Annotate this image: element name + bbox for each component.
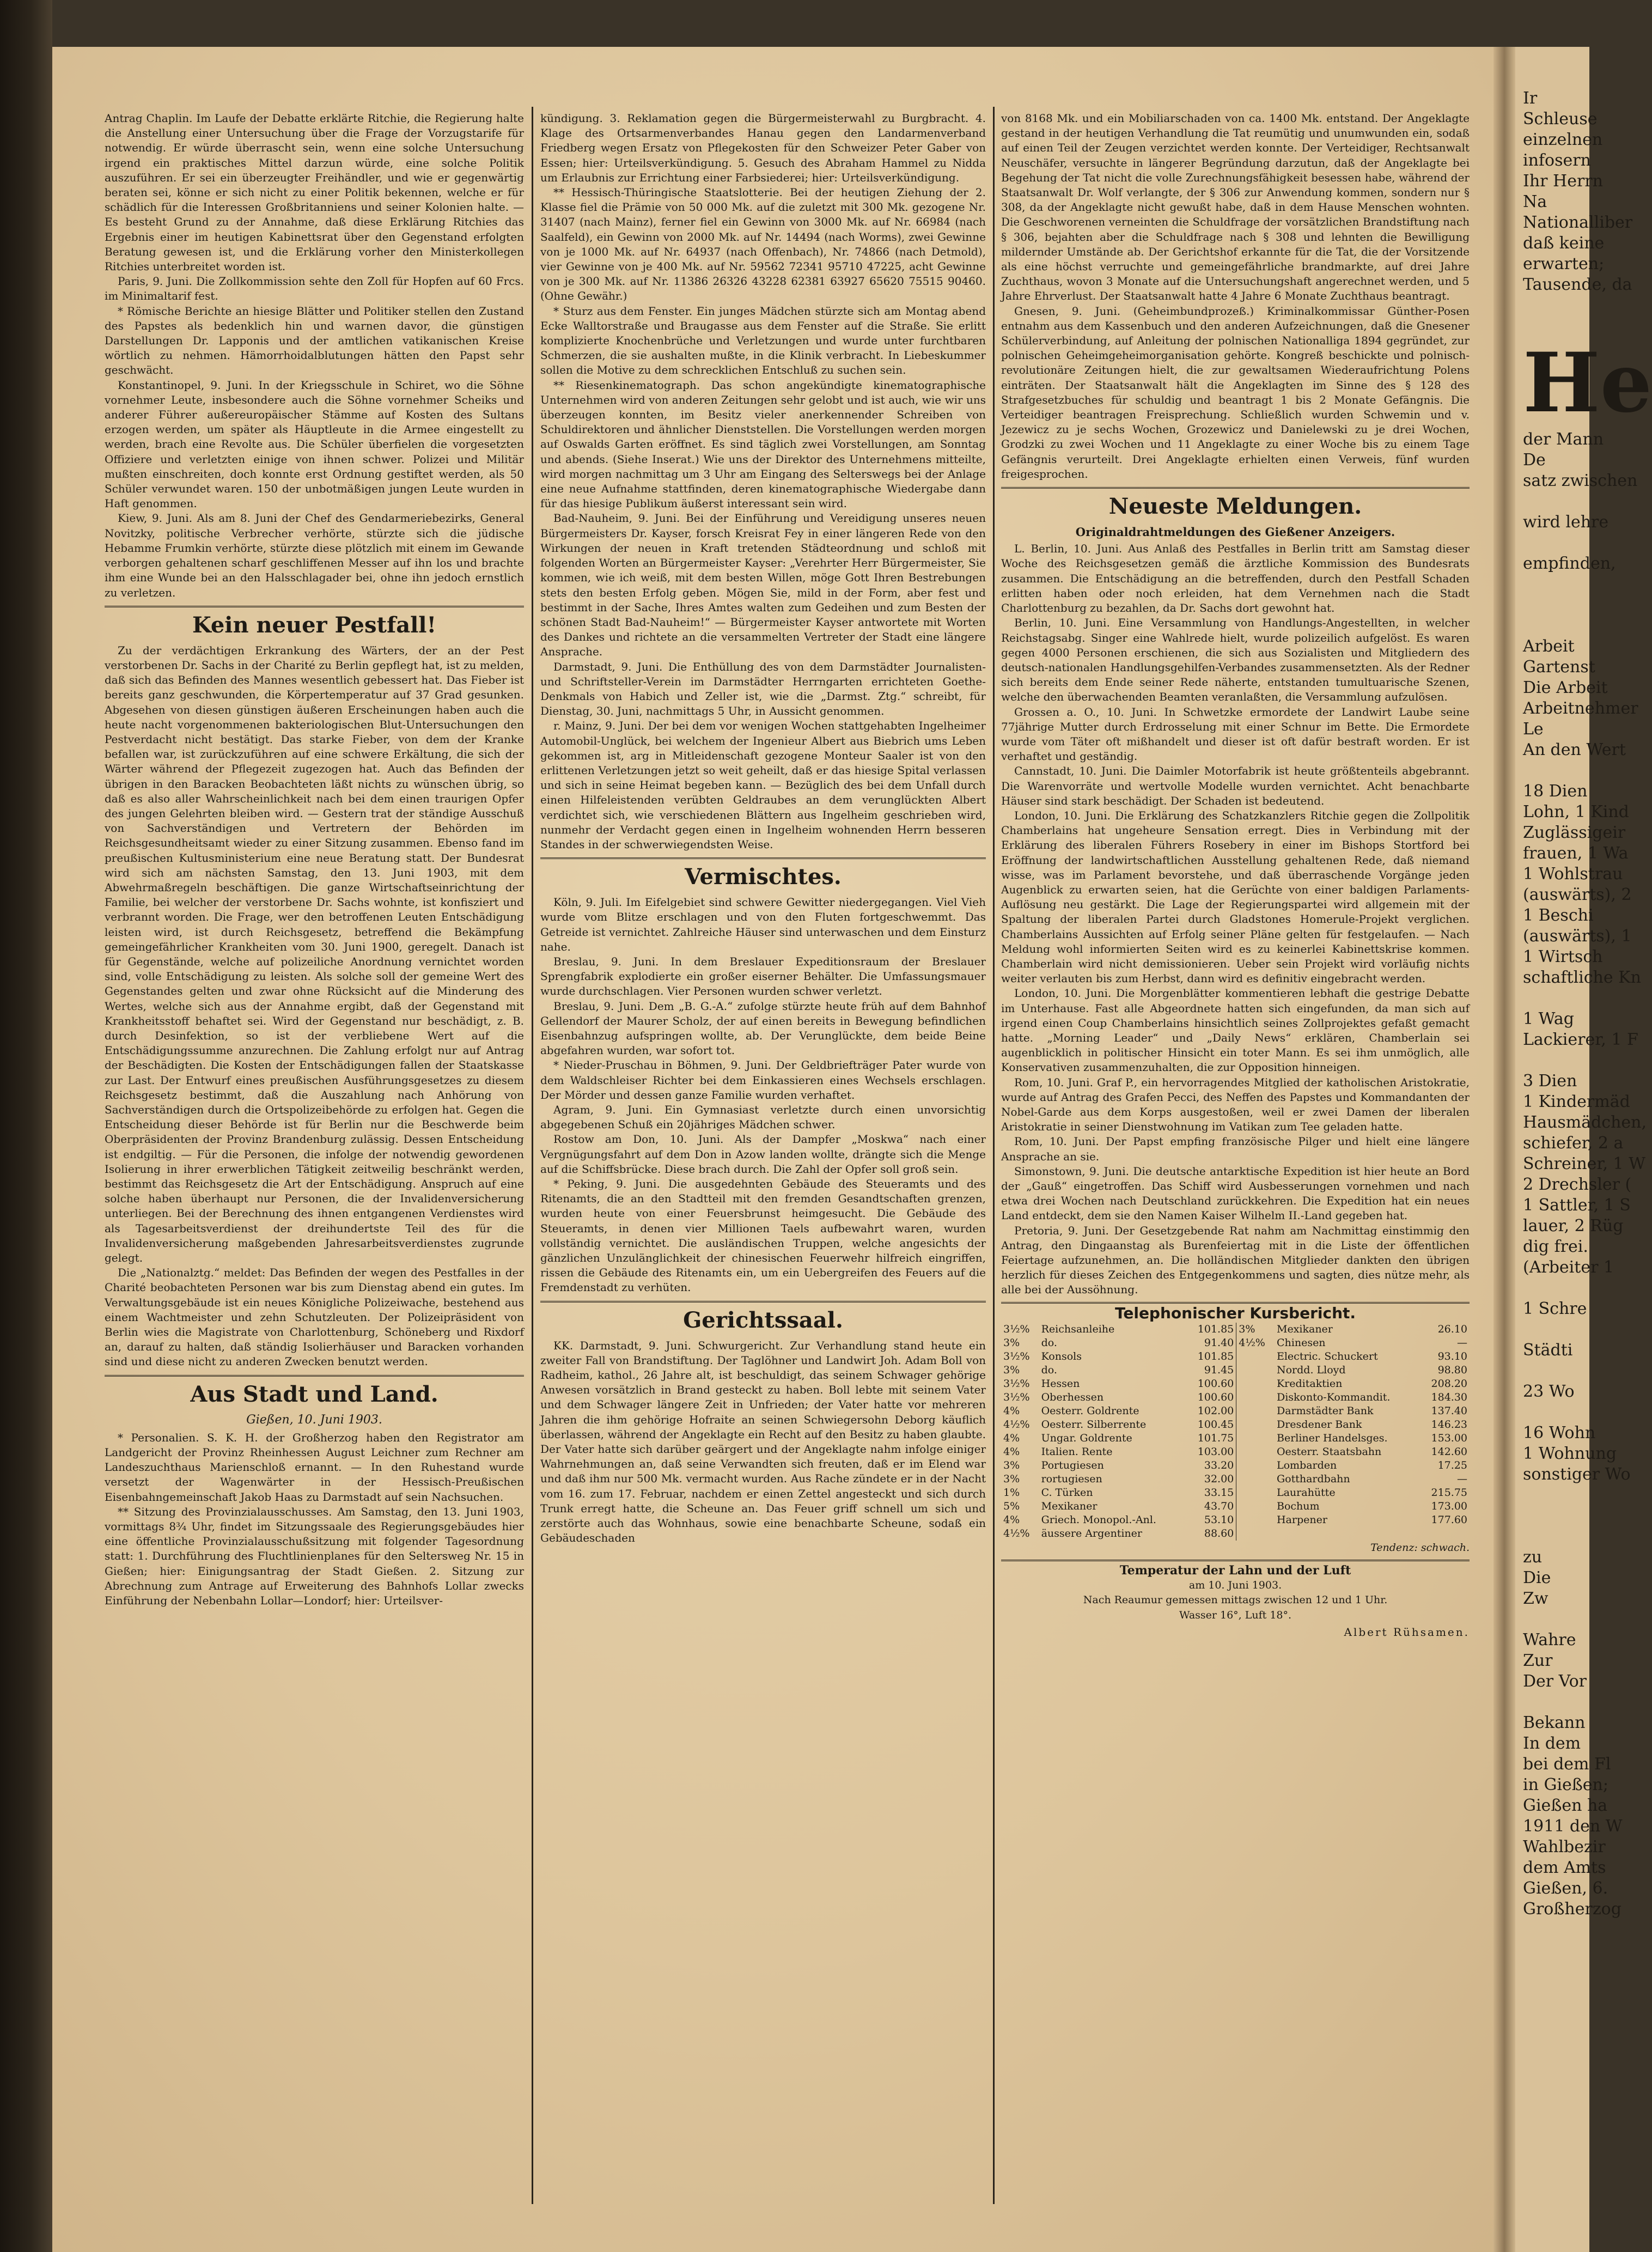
stock-row bbox=[1001, 1418, 1470, 1432]
stock-value: 101.85 bbox=[1197, 1323, 1234, 1335]
stock-row bbox=[1001, 1391, 1470, 1404]
stock-value: 102.00 bbox=[1197, 1404, 1234, 1417]
temperature-values: Wasser 16°, Luft 18°. bbox=[1179, 1609, 1292, 1621]
section-heading: Aus Stadt und Land. bbox=[105, 1375, 524, 1409]
stock-value: 33.15 bbox=[1204, 1486, 1234, 1499]
facing-page-line: Zuglässigeir bbox=[1523, 823, 1626, 842]
article-text: kündigung. 3. Reklamation gegen die Bürgermeisterwahl zu Burgbracht. 4. Klage des Ortsarmenverbandes Hanau gegen den Landarmenverband Friedberg wegen Ersatz von Pflegekosten für den Schweizer Peter Gaber von Essen; hier: Urteilsverkündigung. 5. Gesuch des Abraham Hammel zu Nidda um Erlaubnis zur Errichtung einer Farbsiederei; hier: Urteilsverkündigung. bbox=[540, 112, 986, 184]
stock-rate bbox=[1236, 1432, 1275, 1445]
article-text: * Sturz aus dem Fenster. Ein junges Mädchen stürzte sich am Montag abend Ecke Walltorstraße und Braugasse aus dem Fenster auf die Straße. Sie erlitt komplizierte Knochenbrüche und Verletzungen und wurde unter furchtbaren Schmerzen, die sie aushalten mußte, in die Klinik verbracht. In Liebeskummer sollen die Motive zu dem schrecklichen Entschluß zu suchen sein. bbox=[540, 304, 986, 377]
stock-value: 26.10 bbox=[1437, 1323, 1467, 1335]
article-text: * Römische Berichte an hiesige Blätter und Politiker stellen den Zustand des Papstes als bedenklich hin und warnen davor, die günstigen Darstellungen Dr. Lapponis und der amtlichen vatikanischen Kreise wörtlich zu nehmen. Hämorrhoidalblutungen hätten den Papst sehr geschwächt. bbox=[105, 304, 524, 377]
facing-page-line: infosern bbox=[1523, 151, 1591, 170]
column-2 bbox=[540, 111, 986, 2225]
facing-page-line: schaftliche Kn bbox=[1523, 968, 1641, 987]
stock-report-table bbox=[1001, 1323, 1470, 1541]
signature: Albert Rühsamen. bbox=[1344, 1625, 1470, 1639]
facing-page-line: Lackierer, 1 F bbox=[1523, 1030, 1638, 1049]
article-text: von 8168 Mk. und ein Mobiliarschaden von ca. 1400 Mk. entstand. Der Angeklagte gestand in der heutigen Verhandlung die Tat reumütig und unumwunden ein, sodaß auf einen Teil der Zeugen verzichtet werden konnte. Der Verteidiger, Rechtsanwalt Neuschäfer, versuchte in längerer Begründung darzutun, daß der Angeklagte bei Begehung der Tat nicht die volle Zurechnungsfähigkeit besessen habe, während der Staatsanwalt Dr. Wolf verlangte, der § 306 zur Anwendung kommen, sondern nur § 308, da der Angeklagte nicht gewußt habe, daß in dem Hause Menschen wohnten. Die Geschworenen verneinten die Schuldfrage der vorsätzlichen Brandstiftung nach § 306, bejahten aber die Schuldfrage nach § 308 und lehnten die Bewilligung mildernder Umstände ab. Der Gerichtshof erkannte für die Tat, die der Vorsitzende als eine höchst verruchte und gemeingefährliche brandmarkte, auf drei Jahre Zuchthaus, wovon 3 Monate auf die Untersuchungshaft angerechnet werden, und 5 Jahre Ehrverlust. Der Staatsanwalt hatte 4 Jahre 6 Monate Zuchthaus beantragt. bbox=[1001, 112, 1470, 303]
stock-rate bbox=[1236, 1364, 1275, 1377]
facing-page-line: Zur bbox=[1523, 1651, 1553, 1670]
stock-row bbox=[1001, 1513, 1470, 1527]
stock-value: 184.30 bbox=[1431, 1391, 1467, 1403]
facing-page-line: Tausende, da bbox=[1523, 275, 1632, 294]
facing-page-line: 2 Drechsler ( bbox=[1523, 1175, 1632, 1194]
facing-page-line: Arbeit bbox=[1523, 637, 1575, 656]
section-heading: Vermischtes. bbox=[540, 857, 986, 892]
stock-value: 33.20 bbox=[1204, 1459, 1234, 1471]
facing-page-line: Städti bbox=[1523, 1341, 1573, 1360]
stock-rate: 5% bbox=[1003, 1500, 1020, 1512]
article-text: Paris, 9. Juni. Die Zollkommission sehte den Zoll für Hopfen auf 60 Frcs. im Minimaltarif fest. bbox=[105, 275, 524, 303]
facing-page-line bbox=[1515, 760, 1589, 781]
book-gutter bbox=[1493, 47, 1515, 2252]
stock-rate: 3% bbox=[1003, 1336, 1020, 1349]
article-text: * Nieder-Pruschau in Böhmen, 9. Juni. Der Geldbriefträger Pater wurde von dem Waldschleiser Richter bei dem Einkassieren eines Wechsels erschlagen. Der Mörder und dessen ganze Familie wurden verhaftet. bbox=[540, 1058, 986, 1101]
facing-page-line: lauer, 2 Rüg bbox=[1523, 1216, 1624, 1235]
facing-page-line: De bbox=[1523, 451, 1546, 470]
facing-page-line: 1911 den W bbox=[1523, 1817, 1623, 1836]
stock-value: 137.40 bbox=[1431, 1404, 1467, 1417]
stock-row bbox=[1001, 1459, 1470, 1472]
article-text: London, 10. Juni. Die Morgenblätter kommentieren lebhaft die gestrige Debatte im Unterhause. Fast alle Abgeordnete hatten sich eingefunden, da man sich auf irgend einen Coup Chamberlains hinsichtlich seines Zollprojektes gefaßt gemacht hatte. „Morning Leader“ und „Daily News“ erklären, Chamberlain sei augenblicklich in politischer Hinsicht ein toter Mann. Es sei ihm unmöglich, alle Konservativen zusammenzuhalten, die zur Opposition hinneigen. bbox=[1001, 987, 1470, 1074]
article-text: Darmstadt, 9. Juni. Die Enthüllung des von dem Darmstädter Journalisten- und Schriftsteller-Verein im Darmstädter Herrngarten errichteten Goethe-Denkmals von Habich und Zeller ist, wie die „Darmst. Ztg.“ schreibt, für Dienstag, 30. Juni, nachmittags 5 Uhr, in Aussicht genommen. bbox=[540, 660, 986, 718]
article-text: Konstantinopel, 9. Juni. In der Kriegsschule in Schiret, wo die Söhne vornehmer Leute, insbesondere auch die Söhne vornehmer Scheiks und anderer Führer außereuropäischer Stämme auf Kosten des Sultans erzogen werden, um später als Häuptleute in die Armee eingestellt zu werden, brach eine Revolte aus. Die Schüler überfielen die vorgesetzten Offiziere und verletzten einige von ihnen schwer. Polizei und Militär mußten einschreiten, doch konnte erst Ordnung gestiftet werden, als 50 Schüler verwundet waren. 150 der unbotmäßigen jungen Leute wurden in Haft genommen. bbox=[105, 378, 524, 510]
facing-page-fragment bbox=[1515, 47, 1652, 2252]
stock-name: Darmstädter Bank bbox=[1276, 1404, 1374, 1417]
stock-row bbox=[1001, 1472, 1470, 1486]
facing-page-line bbox=[1515, 1278, 1589, 1299]
stock-rate: 4½% bbox=[1003, 1418, 1030, 1431]
column-3 bbox=[1001, 111, 1470, 2225]
facing-page-line: 16 Wohn bbox=[1523, 1423, 1596, 1443]
facing-page-line bbox=[1515, 47, 1589, 68]
facing-page-line bbox=[1515, 316, 1589, 337]
stock-rate bbox=[1236, 1472, 1275, 1486]
stock-value: 17.25 bbox=[1437, 1459, 1467, 1471]
stock-rate bbox=[1236, 1500, 1275, 1513]
stock-rate bbox=[1236, 1404, 1275, 1418]
facing-page-line: frauen, 1 Wa bbox=[1523, 844, 1629, 863]
stock-rate: 3½% bbox=[1003, 1350, 1030, 1362]
article-text: Rom, 10. Juni. Der Papst empfing französische Pilger und hielt eine längere Ansprache an sie. bbox=[1001, 1135, 1470, 1163]
stock-rate: 3% bbox=[1003, 1472, 1020, 1485]
article-text: Berlin, 10. Juni. Eine Versammlung von Handlungs-Angestellten, in welcher Reichstagsabg. Singer eine Wahlrede hielt, wurde polizeilich aufgelöst. Es waren gegen 4000 Personen erschienen, die sich aus Sozialisten und Mitgliedern des deutsch-nationalen Handlungsgehilfen-Verbandes zusammensetzten. Als der Redner sich bereits dem Ende seiner Rede näherte, entstanden tumultuarische Szenen, welche den überwachenden Beamten veranlaßten, die Versammlung aufzulösen. bbox=[1001, 616, 1470, 704]
temperature-method: Nach Reaumur gemessen mittags zwischen 12 und 1 Uhr. bbox=[1083, 1594, 1388, 1606]
article-text: Gnesen, 9. Juni. (Geheimbundprozeß.) Kriminalkommissar Günther-Posen entnahm aus dem Kassenbuch und den anderen Aufzeichnungen, daß die Gnesener Schülerverbindung, auf Anleitung der polnischen Nationalliga 1894 gegründet, zur polnischen Geheimgeheimorganisation gehörte. Kongreß beschickte und polnisch-revolutionäre Zeitungen hielt, die zur gewaltsamen Wiederaufrichtung Polens einträten. Der Staatsanwalt hält die Angeklagten im Sinne des § 128 des Strafgesetzbuches für schuldig und beantragt 1 bis 2 Monate Gefängnis. Die Verteidiger beantragen Freisprechung. Schließlich wurden Schwemin und v. Jezewicz zu je sechs Wochen, Grozewicz und Danielewski zu je drei Wochen, Grodzki zu zwei Wochen und 11 Angeklagte zu einer Woche bis zu einem Tage Gefängnis verurteilt. Drei Angeklagte erhielten einen Verweis, fünf wurden freigesprochen. bbox=[1001, 304, 1470, 480]
stock-name: Laurahütte bbox=[1276, 1486, 1336, 1499]
stock-value: — bbox=[1457, 1472, 1467, 1485]
stock-name: Oesterr. Goldrente bbox=[1041, 1404, 1139, 1417]
stock-name: Harpener bbox=[1276, 1513, 1327, 1526]
facing-page-line: Le bbox=[1523, 720, 1544, 739]
stock-name: Kreditaktien bbox=[1276, 1377, 1343, 1390]
facing-page-line: Zw bbox=[1523, 1589, 1549, 1608]
facing-page-line bbox=[1515, 1485, 1589, 1506]
facing-page-line: An den Wert bbox=[1523, 740, 1626, 759]
stock-rate bbox=[1236, 1527, 1275, 1541]
stock-value bbox=[1419, 1527, 1470, 1541]
facing-page-line: (auswärts), 2 bbox=[1523, 885, 1632, 904]
facing-page-line bbox=[1515, 1609, 1589, 1630]
newspaper-page bbox=[52, 47, 1652, 2252]
facing-page-line bbox=[1515, 491, 1589, 512]
article-text: Rom, 10. Juni. Graf P., ein hervorragendes Mitglied der katholischen Aristokratie, wurde auf Antrag des Grafen Pecci, des Neffen des Papstes und Kommandanten der Nobel-Garde aus dem Korps ausgestoßen, weil er zwei Damen der liberalen Aristokratie in seiner Dienstwohnung im Vatikan zum Tee geladen hatte. bbox=[1001, 1075, 1470, 1134]
facing-page-line: 1 Wohnung bbox=[1523, 1444, 1617, 1463]
facing-page-line: Na bbox=[1523, 192, 1547, 211]
stock-rate: 3½% bbox=[1003, 1391, 1030, 1403]
stock-row bbox=[1001, 1336, 1470, 1350]
stock-row bbox=[1001, 1350, 1470, 1364]
facing-page-line: 3 Dien bbox=[1523, 1072, 1577, 1091]
facing-page-line: 1 Wohlstrau bbox=[1523, 865, 1623, 884]
stock-row bbox=[1001, 1377, 1470, 1391]
stock-name: Hessen bbox=[1041, 1377, 1080, 1390]
facing-page-line: Nationalliber bbox=[1523, 213, 1633, 232]
facing-page-line: in Gießen; bbox=[1523, 1775, 1608, 1794]
facing-page-line bbox=[1515, 1050, 1589, 1071]
stock-row bbox=[1001, 1486, 1470, 1500]
stock-rate: 4½% bbox=[1003, 1527, 1030, 1539]
article-text: Agram, 9. Juni. Ein Gymnasiast verletzte durch einen unvorsichtig abgegebenen Schuß ein 20jähriges Mädchen schwer. bbox=[540, 1103, 986, 1131]
facing-page-line: zu bbox=[1523, 1548, 1543, 1567]
facing-page-line: erwarten; bbox=[1523, 254, 1605, 273]
stock-rate: 4½% bbox=[1236, 1336, 1275, 1350]
stock-value: 43.70 bbox=[1204, 1500, 1234, 1512]
stock-row bbox=[1001, 1404, 1470, 1418]
facing-page-line: Schreiner, 1 W bbox=[1523, 1154, 1646, 1173]
stock-name: Dresdener Bank bbox=[1276, 1418, 1362, 1431]
stock-row bbox=[1001, 1364, 1470, 1377]
stock-value: 101.85 bbox=[1197, 1350, 1234, 1362]
stock-name: Griech. Monopol.-Anl. bbox=[1041, 1513, 1156, 1526]
stock-value: 100.60 bbox=[1197, 1391, 1234, 1403]
facing-page-line bbox=[1515, 1506, 1589, 1526]
facing-page-line: In dem bbox=[1523, 1734, 1581, 1753]
stock-name: Mexikaner bbox=[1276, 1323, 1333, 1335]
column-rule-1 bbox=[532, 107, 533, 2204]
stock-name: Oberhessen bbox=[1041, 1391, 1104, 1403]
stock-rate: 4% bbox=[1003, 1445, 1020, 1458]
facing-page-line: bei dem Fl bbox=[1523, 1755, 1611, 1774]
stock-value: 88.60 bbox=[1204, 1527, 1234, 1539]
temperature-title: Temperatur der Lahn und der Luft bbox=[1001, 1560, 1470, 1578]
article-text: Bad-Nauheim, 9. Juni. Bei der Einführung und Vereidigung unseres neuen Bürgermeisters Dr. Kayser, forsch Kreisrat Fey in einer längeren Rede von den Wirkungen der neuen in Kraft tretenden Städteordnung und schloß mit folgenden Worten an Bürgermeister Kayser: „Verehrter Herr Bürgermeister, Sie kommen, wie ich weiß, mit dem besten Willen, möge Gott Ihren Bestrebungen stets den besten Erfolg geben. Mögen Sie, mild in der Form, aber fest und bestimmt in der Sache, Ihres Amtes walten zum Gedeihen und zum Besten der schönen Stadt Bad-Nauheim!“ — Bürgermeister Kayser antwortete mit Worten des Dankes und richtete an die versammelten Vertreter der Stadt eine längere Ansprache. bbox=[540, 512, 986, 659]
stock-row bbox=[1001, 1323, 1470, 1336]
stock-name: Gotthardbahn bbox=[1276, 1472, 1350, 1485]
stock-row bbox=[1001, 1527, 1470, 1541]
facing-page-line: daß keine bbox=[1523, 234, 1605, 253]
article-text: KK. Darmstadt, 9. Juni. Schwurgericht. Zur Verhandlung stand heute ein zweiter Fall von Brandstiftung. Der Taglöhner und Landwirt Joh. Adam Boll von Radheim, kathol., 26 Jahre alt, ist beschuldigt, das seinem Schwager gehörige Anwesen vorsätzlich in Brand gesteckt zu haben. Boll lebte mit seinem Vater und dem Schwager längere Zeit in Unfrieden; der Vater hatte vor mehreren Jahren die ihm gehörige Hofraite an seinen Schwiegersohn Deborg käuflich überlassen, während der Angeklagte ein Recht auf den Besitz zu haben glaubte. Der Vater hatte sich darüber geärgert und der Angeklagte nahm infolge einiger Wahrnehmungen an, daß seine Verwandten sich freuten, daß er im Elend war und daß ihm nur 500 Mk. vermacht wurden. Aus Rache zündete er in der Nacht vom 16. zum 17. Februar, nachdem er einen Zettel angesteckt und sich durch Trunk erregt hatte, die Scheune an. Das Feuer griff schnell um sich und zerstörte auch das Wohnhaus, sowie eine benachbarte Scheune, sodaß ein Gebäudeschaden bbox=[540, 1338, 986, 1545]
facing-page-line bbox=[1515, 574, 1589, 595]
facing-page-line: (auswärts), 1 bbox=[1523, 927, 1632, 946]
stock-name: Lombarden bbox=[1276, 1459, 1337, 1471]
book-binding-shadow bbox=[0, 0, 52, 2252]
facing-page-line: wird lehre bbox=[1523, 513, 1609, 532]
stock-name: Oesterr. Silberrente bbox=[1041, 1418, 1147, 1431]
stock-value: 146.23 bbox=[1431, 1418, 1467, 1431]
article-text: * Personalien. S. K. H. der Großherzog haben den Registrator am Landgericht der Provinz Rheinhessen August Leichner zum Rechner am Landeszuchthaus Marienschloß ernannt. — In den Ruhestand wurde versetzt der Wagenwärter in der Hessisch-Preußischen Eisenbahngemeinschaft Jakob Haas zu Darmstadt auf sein Nachsuchen. bbox=[105, 1431, 524, 1504]
facing-page-line: Bekann bbox=[1523, 1713, 1586, 1732]
article-text: Zu der verdächtigen Erkrankung des Wärters, der an der Pest verstorbenen Dr. Sachs in der Charité zu Berlin gepflegt hat, ist zu melden, daß sich das Befinden des Mannes wesentlich gebessert hat. Das Fieber ist bereits ganz geschwunden, die Körpertemperatur auf 37 Grad gesunken. Abgesehen von diesen günstigen äußeren Erscheinungen haben auch die heute nacht vorgenommenen bakteriologischen Blut-Untersuchungen den Pestverdacht nicht bestätigt. Das starke Fieber, von dem der Kranke befallen war, ist zurückzuführen auf eine schwere Erkältung, die sich der Wärter während der Pflegezeit zugezogen hat. Auch das Befinden der übrigen in den Baracken Beobachteten läßt nichts zu wünschen übrig, so daß es also aller Wahrscheinlichkeit nach bei dem einen traurigen Opfer des jungen Gelehrten bleiben wird. — Gestern trat der ständige Ausschuß von Sachverständigen und Vertretern der Behörden im Reichsgesundheitsamt wieder zu einer Sitzung zusammen. Ebenso fand im preußischen Kultusministerium eine neue Beratung statt. Der Bundesrat wird sich am nächsten Samstag, den 13. Juni 1903, mit dem Abwehrmaßregeln beschäftigen. Die ganze Wirtschaftseinrichtung der Familie, bei welcher der verstorbene Dr. Sachs wohnte, ist konfisziert und verbrannt worden. Die Frage, wer den betroffenen Leuten Entschädigung leisten wird, ist durch Reichsgesetz, betreffend die Bekämpfung gemeingefährlicher Krankheiten vom 30. Juni 1900, geregelt. Danach ist für Gegenstände, welche auf polizeiliche Anordnung vernichtet worden sind, volle Entschädigung zu leisten. Als solche soll der gemeine Wert des Gegenstandes gelten und zwar ohne Rücksicht auf die Minderung des Wertes, welche sich aus der Annahme ergibt, daß der Gegenstand mit Krankheitsstoff behaftet sei. Wird der Gegenstand nur beschädigt, z. B. durch Desinfektion, so ist der verbliebene Wert auf die Entschädigungssumme anzurechnen. Die Zahlung erfolgt nur auf Antrag der Beschädigten. Die Kosten der Entschädigungen fallen der Staatskasse zur Last. Der Entwurf eines preußischen Ausführungsgesetzes zu diesem Reichsgesetz bestimmt, daß die Auszahlung nach Anhörung von Sachverständigen durch die Ortspolizeibehörde zu erfolgen hat. Gegen die Entscheidung dieser Behörde ist für Berlin nur die Beschwerde beim Oberpräsidenten der Provinz Brandenburg zulässig. Dessen Entscheidung ist endgiltig. — Für die Personen, die infolge der notwendig gewordenen Isolierung in ihrer erwerblichen Tätigkeit zeitweilig beschränkt werden, bestimmt das Reichsgesetz die Art der Entschädigung. Anspruch auf eine solche haben überhaupt nur Personen, die der Invalidenversicherung unterliegen. Bei der Berechnung des ihnen entgangenen Verdienstes wird als Tagesarbeitsverdienst der dreihundertste Teil des für die Invalidenversicherung maßgebenden Jahresarbeitsverdienstes zugrunde gelegt. bbox=[105, 643, 524, 1265]
stock-rate: 3% bbox=[1003, 1459, 1020, 1471]
stock-value: 177.60 bbox=[1431, 1513, 1467, 1526]
facing-page-line: Arbeitnehmer bbox=[1523, 699, 1638, 718]
stock-name: do. bbox=[1041, 1364, 1057, 1376]
stock-value: 93.10 bbox=[1437, 1350, 1467, 1362]
stock-name: Diskonto-Kommandit. bbox=[1276, 1391, 1391, 1403]
stock-value: 91.40 bbox=[1204, 1336, 1234, 1349]
article-text: Antrag Chaplin. Im Laufe der Debatte erklärte Ritchie, die Regierung halte die Anstellung einer Untersuchung über die Frage der Vorzugstarife für notwendig. Er würde überrascht sein, wenn eine solche Untersuchung irgend ein praktisches Mittel darzun würde, eine solche Politik auszuführen. Er sei ein überzeugter Freihändler, und wie er gegenwärtig beraten sei, könne er sich nicht zu einer Politik bekennen, welche er für schädlich für die Interessen Großbritanniens und seiner Kolonien halte. — Es besteht Grund zu der Annahme, daß diese Erklärung Ritchies das Ergebnis einer im heutigen Kabinettsrat über den Gegenstand erfolgten Beratung gewesen ist, und die Erklärung vorher den Ministerkollegen Ritchies unterbreitet worden ist. bbox=[105, 112, 524, 273]
stock-rate bbox=[1236, 1350, 1275, 1364]
facing-page-line bbox=[1515, 295, 1589, 316]
stock-value: — bbox=[1457, 1336, 1467, 1349]
stock-value: 101.75 bbox=[1197, 1432, 1234, 1444]
stock-name: Chinesen bbox=[1276, 1336, 1326, 1349]
facing-page-line bbox=[1515, 616, 1589, 636]
facing-page-line: Großherzog bbox=[1523, 1900, 1621, 1919]
facing-page-line: dig frei. bbox=[1523, 1237, 1588, 1256]
facing-page-line: Wahlbezir bbox=[1523, 1837, 1606, 1857]
stock-value: 208.20 bbox=[1431, 1377, 1467, 1390]
facing-page-line: 1 Sattler, 1 S bbox=[1523, 1196, 1631, 1215]
stock-value: 100.45 bbox=[1197, 1418, 1234, 1431]
facing-page-line: satz zwischen bbox=[1523, 471, 1638, 490]
stock-report-tendency: Tendenz: schwach. bbox=[1370, 1541, 1470, 1554]
stock-value: 103.00 bbox=[1197, 1445, 1234, 1458]
stock-name: Reichsanleihe bbox=[1041, 1323, 1115, 1335]
facing-page-line: Gießen, 6. bbox=[1523, 1879, 1608, 1898]
stock-name: Bochum bbox=[1276, 1500, 1320, 1512]
stock-name: Konsols bbox=[1041, 1350, 1082, 1362]
section-heading: Neueste Meldungen. bbox=[1001, 487, 1470, 521]
article-text: r. Mainz, 9. Juni. Der bei dem vor wenigen Wochen stattgehabten Ingelheimer Automobil-Unglück, bei welchem der Ingenieur Albert aus Biebrich ums Leben gekommen ist, arg in Mitleidenschaft gezogene Monteur Saaler ist von den erlittenen Verletzungen jetzt so weit geheilt, daß er das hiesige Spital verlassen und sich in seine Heimat begeben kann. — Bezüglich des bei dem Unfall durch einen Hilfeleistenden verübten Geldraubes an dem verunglückten Albert verdichtet sich, wie verschiedenen Blättern aus Ingelheim geschrieben wird, nunmehr der Verdacht gegen einen in Ingelheim wohnenden Herrn besseren Standes in der schwerwiegendsten Weise. bbox=[540, 719, 986, 851]
stock-rate: 3½% bbox=[1003, 1377, 1030, 1390]
stock-rate bbox=[1236, 1377, 1275, 1391]
stock-rate bbox=[1236, 1418, 1275, 1432]
facing-page-line: 1 Wirtsch bbox=[1523, 947, 1603, 966]
facing-page-line: Ihr Herrn bbox=[1523, 172, 1603, 191]
article-text: Köln, 9. Juli. Im Eifelgebiet sind schwere Gewitter niedergegangen. Viel Vieh wurde vom Blitze erschlagen und von den Fluten fortgeschwemmt. Das Getreide ist vernichtet. Zahlreiche Häuser sind unterwaschen und dem Einsturz nahe. bbox=[540, 896, 986, 953]
facing-page-line: der Mann bbox=[1523, 430, 1604, 449]
stock-rate bbox=[1236, 1513, 1275, 1527]
article-text: Simonstown, 9. Juni. Die deutsche antarktische Expedition ist hier heute an Bord der „Gauß“ eingetroffen. Das Schiff wird Ausbesserungen vornehmen und nach etwa drei Wochen nach Deutschland zurückkehren. Die Expedition hat ein neues Land entdeckt, dem sie den Namen Kaiser Wilhelm II.-Land gegeben hat. bbox=[1001, 1164, 1470, 1222]
stock-name: C. Türken bbox=[1041, 1486, 1093, 1499]
facing-page-line: 1 Schre bbox=[1523, 1299, 1587, 1318]
article-text: Cannstadt, 10. Juni. Die Daimler Motorfabrik ist heute größtenteils abgebrannt. Die Warenvorräte und wertvolle Modelle wurden vernichtet. Acht benachbarte Häuser sind stark beschädigt. Der Schaden ist bedeutend. bbox=[1001, 764, 1470, 807]
stock-rate: 4% bbox=[1003, 1513, 1020, 1526]
article-text: Pretoria, 9. Juni. Der Gesetzgebende Rat nahm am Nachmittag einstimmig den Antrag, den Dingaanstag als Burenfeiertag mit in die Liste der öffentlichen Feiertage aufzunehmen, an. Die holländischen Mitglieder dankten den übrigen herzlich für dieses Zeichen des Entgegenkommens und sagten, dies nütze mehr, als alle bei der Aussöhnung. bbox=[1001, 1224, 1470, 1297]
facing-page-line: Der Vor bbox=[1523, 1672, 1587, 1691]
article-text: Die „Nationalztg.“ meldet: Das Befinden der wegen des Pestfalles in der Charité beobachteten Personen war bis zum Dienstag abend ein gutes. Im Verwaltungsgebäude ist ein neues Königliche Polizeiwache, bestehend aus einem Wachtmeister und zehn Schutzleuten. Der Polizeipräsident von Berlin wies die Magistrate von Charlottenburg, Schöneberg und Rixdorf an, darauf zu halten, daß ständig Isolierhäuser und Baracken vorhanden sind und diese nicht zu anderen Zwecken benutzt werden. bbox=[105, 1266, 524, 1368]
facing-page-line: Hausmädchen, bbox=[1523, 1113, 1647, 1132]
facing-page-line bbox=[1515, 533, 1589, 553]
dateline: Gießen, 10. Juni 1903. bbox=[246, 1413, 382, 1427]
section-heading: Kein neuer Pestfall! bbox=[105, 606, 524, 640]
stock-value: 98.80 bbox=[1437, 1364, 1467, 1376]
stock-rate: 1% bbox=[1003, 1486, 1020, 1499]
facing-page-line: 23 Wo bbox=[1523, 1382, 1575, 1401]
facing-page-line: Ir bbox=[1523, 89, 1538, 108]
article-text: Breslau, 9. Juni. In dem Breslauer Expeditionsraum der Breslauer Sprengfabrik explodierte ein großer eiserner Behälter. Die Umfassungsmauer wurde durchschlagen. Vier Personen wurden schwer verletzt. bbox=[540, 954, 986, 998]
article-text: Breslau, 9. Juni. Dem „B. G.-A.“ zufolge stürzte heute früh auf dem Bahnhof Gellendorf der Maurer Scholz, der auf einen bereits in Bewegung befindlichen Eisenbahnzug aufspringen wollte, ab. Der Verunglückte, dem beide Beine abgefahren wurden, war sofort tot. bbox=[540, 999, 986, 1057]
stock-name: rortugiesen bbox=[1041, 1472, 1102, 1485]
article-text: ** Hessisch-Thüringische Staatslotterie. Bei der heutigen Ziehung der 2. Klasse fiel die Prämie von 50 000 Mk. auf die zuletzt mit 300 Mk. gezogene Nr. 31407 (nach Mainz), ferner fiel ein Gewinn von 3000 Mk. auf Nr. 66984 (nach Saalfeld), ein Gewinn von 2000 Mk. auf Nr. 14494 (nach Worms), zwei Gewinne von je 1000 Mk. auf Nr. 64937 (nach Offenbach), Nr. 74866 (nach Detmold), vier Gewinne von je 400 Mk. auf Nr. 59562 72341 95710 47225, acht Gewinne von je 300 Mk. auf Nr. 11386 26326 43228 62381 63927 65620 75515 90460. (Ohne Gewähr.) bbox=[540, 186, 986, 303]
article-text: Rostow am Don, 10. Juni. Als der Dampfer „Moskwa“ nach einer Vergnügungsfahrt auf dem Don in Azow landen wollte, drängte sich die Menge auf die Schiffsbrücke. Diese brach durch. Die Zahl der Opfer soll groß sein. bbox=[540, 1133, 986, 1176]
article-text: * Peking, 9. Juni. Die ausgedehnten Gebäude des Steueramts und des Ritenamts, die an den Stadtteil mit den fremden Gesandtschaften grenzen, wurden heute von einer Feuersbrunst heimgesucht. Die Gebäude des Steueramts, in denen vier Millionen Taels aufbewahrt waren, wurden vollständig vernichtet. Die ausländischen Truppen, welche angesichts der gänzlichen Unzulänglichkeit der chinesischen Feuerwehr hilfreich eingriffen, rissen die Gebäude des Ritenamts ein, um ein Uebergreifen des Feuers auf die Fremdenstadt zu verhüten. bbox=[540, 1177, 986, 1294]
facing-page-line bbox=[1515, 1319, 1589, 1340]
stock-value: 153.00 bbox=[1431, 1432, 1467, 1444]
stock-rate bbox=[1236, 1459, 1275, 1472]
article-text: L. Berlin, 10. Juni. Aus Anlaß des Pestfalles in Berlin tritt am Samstag dieser Woche des Reichsgesetzen gemäß die ärztliche Kommission des Bundesrats zusammen. Die Entschädigung an die betreffenden, durch den Pestfall Schaden erlitten haben oder noch erleiden, hat dem Vernehmen nach die Stadt Charlottenburg zu bezahlen, da Dr. Sachs dort gewohnt hat. bbox=[1001, 542, 1470, 615]
stock-name: do. bbox=[1041, 1336, 1057, 1349]
facing-page-line: empfinden, bbox=[1523, 554, 1616, 573]
stock-row bbox=[1001, 1432, 1470, 1445]
stock-name: Berliner Handelsges. bbox=[1276, 1432, 1388, 1444]
facing-page-line bbox=[1515, 1692, 1589, 1713]
stock-value: 32.00 bbox=[1204, 1472, 1234, 1485]
stock-rate: 4% bbox=[1003, 1404, 1020, 1417]
facing-page-line: 1 Wag bbox=[1523, 1009, 1574, 1028]
stock-name: Oesterr. Staatsbahn bbox=[1276, 1445, 1382, 1458]
stock-value: 173.00 bbox=[1431, 1500, 1467, 1512]
stock-rate: 3% bbox=[1236, 1323, 1275, 1336]
facing-page-line: schiefer, 2 a bbox=[1523, 1134, 1624, 1153]
stock-report-title: Telephonischer Kursbericht. bbox=[1001, 1302, 1470, 1320]
stock-value: 142.60 bbox=[1431, 1445, 1467, 1458]
facing-page-line: Schleuse bbox=[1523, 109, 1598, 129]
article-text: ** Riesenkinematograph. Das schon angekündigte kinematographische Unternehmen wird von anderen Zeitungen sehr gelobt und ist auch, wie wir uns überzeugen konnten, im Besitz vieler anerkennender Schreiben von Schuldirektoren und ähnlicher Dienststellen. Die Vorstellungen werden morgen auf Oswalds Garten eröffnet. Es sind täglich zwei Vorstellungen, am Sonntag und abends. (Siehe Inserat.) Wie uns der Direktor des Unternehmens mitteilte, wird morgen nachmittag um 3 Uhr am Eingang des Selterswegs bei der Anlage eine neue Aufnahme stattfinden, deren kinematographische Wiedergabe dann für das hiesige Publikum äußerst interessant sein wird. bbox=[540, 378, 986, 510]
column-1 bbox=[105, 111, 524, 2225]
facing-page-line: dem Amts bbox=[1523, 1858, 1606, 1877]
facing-page-line bbox=[1515, 1361, 1589, 1381]
facing-page-line: Die bbox=[1523, 1568, 1551, 1587]
facing-page-line: He bbox=[1523, 335, 1652, 431]
facing-page-line: einzelnen bbox=[1523, 130, 1603, 149]
stock-value: 215.75 bbox=[1431, 1486, 1467, 1499]
facing-page-line bbox=[1515, 595, 1589, 616]
stock-name: Ungar. Goldrente bbox=[1041, 1432, 1132, 1444]
stock-name: Italien. Rente bbox=[1041, 1445, 1113, 1458]
facing-page-line: Lohn, 1 Kind bbox=[1523, 802, 1629, 821]
stock-rate: 3½% bbox=[1003, 1323, 1030, 1335]
stock-rate bbox=[1236, 1445, 1275, 1459]
column-rule-2 bbox=[993, 107, 995, 2204]
stock-rate bbox=[1236, 1391, 1275, 1404]
stock-row bbox=[1001, 1445, 1470, 1459]
facing-page-line: (Arbeiter 1 bbox=[1523, 1258, 1614, 1277]
section-heading: Gerichtssaal. bbox=[540, 1301, 986, 1335]
stock-name: Nordd. Lloyd bbox=[1276, 1364, 1346, 1376]
temperature-date: am 10. Juni 1903. bbox=[1188, 1579, 1282, 1592]
article-text: Kiew, 9. Juni. Als am 8. Juni der Chef des Gendarmeriebezirks, General Novitzky, politische Verbrecher verhörte, stürzte sich die jüdische Hebamme Frumkin verhörte, stürzte diese plötzlich mit einem im Gewande verborgen gehaltenen scharf geschliffenen Messer auf ihn los und brachte ihm eine Wunde bei an den Halsschlagader bei, ohne ihn jedoch ernstlich zu verletzen. bbox=[105, 512, 524, 599]
facing-page-line bbox=[1515, 1402, 1589, 1423]
stock-row bbox=[1001, 1500, 1470, 1513]
stock-value: 91.45 bbox=[1204, 1364, 1234, 1376]
facing-page-line: 18 Dien bbox=[1523, 782, 1588, 801]
stock-rate bbox=[1236, 1486, 1275, 1500]
stock-name: äussere Argentiner bbox=[1041, 1527, 1142, 1539]
facing-page-line: sonstiger Wo bbox=[1523, 1465, 1631, 1484]
stock-name: Mexikaner bbox=[1041, 1500, 1098, 1512]
article-text: London, 10. Juni. Die Erklärung des Schatzkanzlers Ritchie gegen die Zollpolitik Chamberlains hat ungeheure Sensation erregt. Dies in Verbindung mit der Erklärung des liberalen Führers Rosebery in einer im Bishops Stortford bei Eröffnung der landwirtschaftlichen Ausstellung gehaltenen Rede, daß niemand wisse, was im Parlament bevorstehe, und daß überraschende Vorgänge jeden Augenblick zu erwarten seien, hat die Gerüchte von einer baldigen Parlaments-Auflösung neu gestärkt. Die Lage der Regierungspartei wird allgemein mit der Spaltung der liberalen Partei durch Gladstones Homerule-Projekt verglichen. Chamberlains Aussichten auf Erfolg seiner Pläne gelten für festgelaufen. — Nach Meldung wohl informierten Seiten wird es zu keinerlei Kabinettskrise kommen. Chamberlain wird nicht demissionieren. Ueber sein Projekt wird vorläufig nichts weiter verlauten bis zum Herbst, dann wird es definitiv eingebracht werden. bbox=[1001, 808, 1470, 985]
stock-name bbox=[1275, 1527, 1419, 1541]
section-subheading: Originaldrahtmeldungen des Gießener Anzeigers. bbox=[1075, 525, 1395, 539]
facing-page-line: 1 Beschi bbox=[1523, 906, 1594, 925]
stock-name: Portugiesen bbox=[1041, 1459, 1104, 1471]
facing-page-line: 1 Kindermäd bbox=[1523, 1092, 1630, 1111]
facing-page-line: Wahre bbox=[1523, 1630, 1576, 1650]
facing-page-line: Gießen ha bbox=[1523, 1796, 1608, 1815]
stock-value: 100.60 bbox=[1197, 1377, 1234, 1390]
facing-page-line: Gartenst bbox=[1523, 658, 1595, 677]
stock-name: Electric. Schuckert bbox=[1276, 1350, 1378, 1362]
facing-page-line bbox=[1515, 1526, 1589, 1547]
stock-rate: 3% bbox=[1003, 1364, 1020, 1376]
facing-page-line bbox=[1515, 988, 1589, 1009]
facing-page-line: Die Arbeit bbox=[1523, 678, 1608, 697]
article-text: Grossen a. O., 10. Juni. In Schwetzke ermordete der Landwirt Laube seine 77jährige Mutter durch Erdrosselung mit einer Schnur im Bette. Die Ermordete wurde vom Täter oft mißhandelt und dieser ist oft dafür bestraft worden. Er ist verhaftet und geständig. bbox=[1001, 705, 1470, 763]
stock-rate: 4% bbox=[1003, 1432, 1020, 1444]
stock-value: 53.10 bbox=[1204, 1513, 1234, 1526]
facing-page-line bbox=[1515, 68, 1589, 88]
article-text: ** Sitzung des Provinzialausschusses. Am Samstag, den 13. Juni 1903, vormittags 8¾ Uhr, findet im Sitzungssaale des Regierungsgebäudes hier eine öffentliche Provinzialausschußsitzung mit folgender Tagesordnung statt: 1. Durchführung des Fluchtlinienplanes für den Seltersweg Nr. 15 in Gießen; hier: Einigungsantrag der Stadt Gießen. 2. Sitzung zur Abrechnung zum Antrage auf Erweiterung des Bahnhofs Lollar zwecks Einführung der Nebenbahn Lollar—Londorf; hier: Urteilsver- bbox=[105, 1505, 524, 1608]
